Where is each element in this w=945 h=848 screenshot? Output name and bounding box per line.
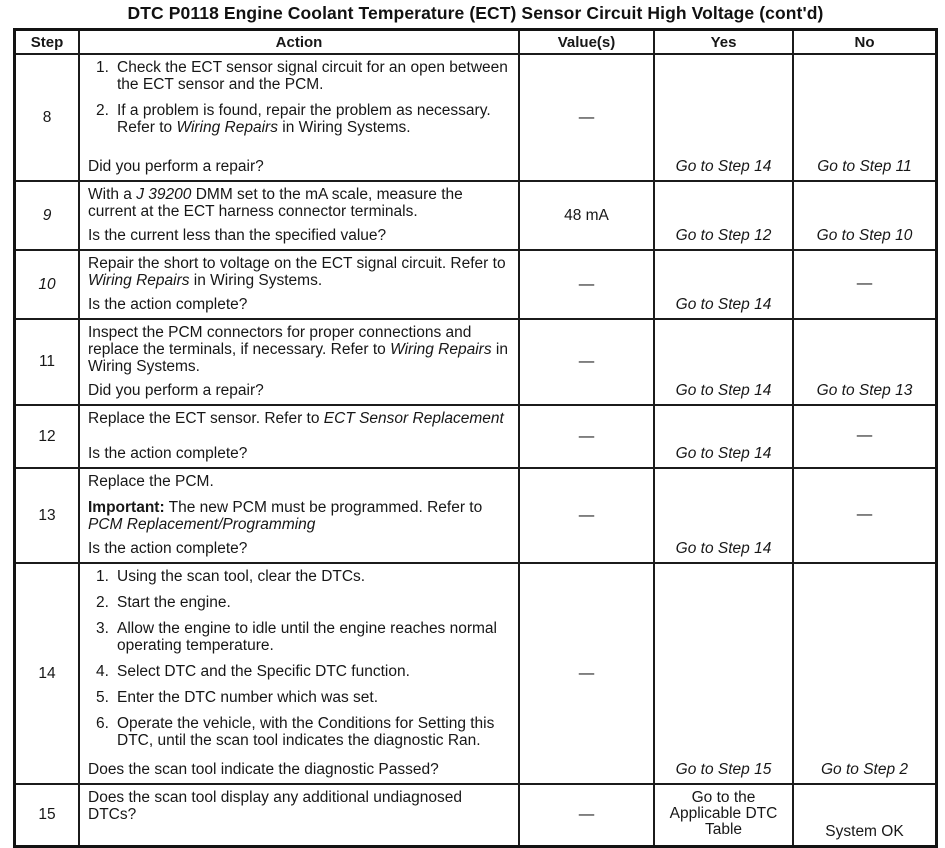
no-cell — [792, 320, 935, 404]
text-segment: Important: — [88, 499, 165, 516]
action-question: Is the action complete? — [88, 445, 248, 462]
list-item-number: 1. — [96, 59, 109, 76]
no-text: Go to Step 2 — [820, 761, 909, 778]
yes-cell — [653, 251, 792, 318]
step-cell — [16, 406, 78, 467]
list-item-text — [117, 663, 508, 680]
action-paragraph — [88, 473, 508, 490]
no-cell — [792, 785, 935, 845]
step-cell — [16, 320, 78, 404]
value-cell — [518, 251, 653, 318]
step-number: 9 — [42, 206, 52, 224]
action-list — [88, 59, 508, 136]
action-blocks — [88, 410, 508, 427]
yes-text: Go to Step 14 — [675, 382, 772, 399]
action-cell — [78, 406, 518, 467]
action-blocks — [88, 324, 508, 375]
step-number: 8 — [42, 108, 52, 126]
text-segment: With a — [88, 186, 137, 203]
action-blocks — [88, 255, 508, 289]
no-text: System OK — [825, 823, 904, 840]
header-yes: Yes — [653, 31, 792, 53]
no-cell — [792, 55, 935, 180]
text-segment: Wiring Repairs — [88, 272, 190, 289]
value-text: — — [578, 506, 595, 524]
action-cell — [78, 564, 518, 783]
table-row — [16, 562, 935, 783]
step-number: 11 — [38, 353, 56, 370]
list-item — [88, 663, 508, 680]
header-step: Step — [30, 33, 64, 51]
text-segment: in Wiring Systems. — [277, 119, 411, 136]
header-no: No — [792, 31, 935, 53]
list-item-text — [117, 715, 508, 749]
list-item — [88, 568, 508, 585]
value-cell — [518, 320, 653, 404]
yes-text: Go to Step 14 — [675, 296, 772, 313]
list-item-text — [117, 102, 508, 136]
table-header-row — [16, 31, 935, 53]
action-list — [88, 568, 508, 749]
yes-cell — [653, 785, 792, 845]
action-question: Did you perform a repair? — [88, 158, 264, 175]
list-item-number: 1. — [96, 568, 109, 585]
list-item-text — [117, 568, 508, 585]
value-cell — [518, 55, 653, 180]
list-item — [88, 715, 508, 749]
step-number: 15 — [38, 806, 56, 823]
yes-cell — [653, 320, 792, 404]
yes-cell — [653, 182, 792, 249]
value-cell — [518, 406, 653, 467]
no-text: Go to Step 11 — [817, 158, 912, 175]
action-question: Is the action complete? — [88, 540, 248, 557]
action-blocks — [88, 186, 508, 220]
text-segment: Repair the short to voltage on the ECT signal circuit. Refer to — [88, 255, 506, 272]
text-segment: Using the scan tool, clear the DTCs. — [117, 568, 366, 585]
no-text: — — [856, 505, 873, 523]
text-segment: If a problem is found, repair the problem as necessary. Refer to — [117, 102, 491, 136]
table-row — [16, 249, 935, 318]
no-text: Go to Step 13 — [816, 382, 913, 399]
text-segment: Wiring Repairs — [176, 119, 278, 136]
list-item-number: 5. — [96, 689, 109, 706]
action-cell — [78, 182, 518, 249]
no-cell — [792, 564, 935, 783]
list-item-number: 2. — [96, 102, 109, 119]
action-blocks — [88, 568, 508, 749]
value-text: — — [578, 353, 595, 370]
dtc-table — [13, 28, 938, 848]
value-text: — — [578, 806, 595, 823]
table-row — [16, 53, 935, 180]
list-item-number: 6. — [96, 715, 109, 732]
header-action: Action — [78, 31, 518, 53]
no-cell — [792, 406, 935, 467]
list-item-number: 3. — [96, 620, 109, 637]
no-text: Go to Step 10 — [816, 227, 913, 244]
step-number: 12 — [38, 427, 56, 445]
value-cell — [518, 469, 653, 562]
action-question: Is the current less than the specified value? — [88, 227, 387, 244]
text-segment: Inspect the PCM connectors for proper connections and replace the terminals, if necessary. Refer to — [88, 324, 472, 358]
action-paragraph — [88, 255, 508, 289]
no-cell — [792, 182, 935, 249]
text-segment: in Wiring Systems. — [88, 341, 508, 375]
action-paragraph — [88, 410, 508, 427]
text-segment: Operate the vehicle, with the Conditions for Setting this DTC, until the scan tool indicates the diagnostic Ran. — [117, 715, 495, 749]
action-paragraph — [88, 499, 508, 533]
action-paragraph — [88, 324, 508, 375]
yes-text: Go to Step 12 — [675, 227, 772, 244]
yes-text: Go to Step 14 — [675, 158, 772, 175]
text-segment: Replace the PCM. — [88, 473, 214, 490]
action-cell — [78, 55, 518, 180]
list-item-text — [117, 59, 508, 93]
value-text: — — [578, 664, 595, 682]
step-cell — [16, 785, 78, 845]
value-text: 48 mA — [564, 206, 609, 224]
yes-text: Go to Step 14 — [675, 540, 772, 557]
action-question: Is the action complete? — [88, 296, 248, 313]
action-blocks — [88, 473, 508, 533]
text-segment: DMM set to the mA scale, measure the current at the ECT harness connector terminals. — [88, 186, 463, 220]
no-text: — — [856, 426, 873, 444]
text-segment: in Wiring Systems. — [189, 272, 323, 289]
list-item-number: 4. — [96, 663, 109, 680]
value-cell — [518, 182, 653, 249]
yes-cell — [653, 55, 792, 180]
value-text: — — [578, 108, 595, 126]
step-cell — [16, 182, 78, 249]
action-question: Does the scan tool indicate the diagnostic Passed? — [88, 761, 439, 778]
table-row — [16, 467, 935, 562]
value-text: — — [578, 427, 595, 445]
step-cell — [16, 251, 78, 318]
text-segment: ECT Sensor Replacement — [323, 410, 504, 427]
action-cell — [78, 785, 518, 845]
yes-text: Go to Step 14 — [675, 445, 772, 462]
yes-cell — [653, 469, 792, 562]
header-values: Value(s) — [518, 31, 653, 53]
step-cell — [16, 564, 78, 783]
step-cell — [16, 55, 78, 180]
step-number: 14 — [38, 664, 56, 682]
action-paragraph — [88, 789, 508, 823]
list-item-text — [117, 594, 508, 611]
action-blocks — [88, 59, 508, 136]
no-text: — — [856, 274, 873, 292]
value-cell — [518, 785, 653, 845]
table-row — [16, 180, 935, 249]
text-segment: Enter the DTC number which was set. — [117, 689, 379, 706]
action-blocks — [88, 789, 508, 823]
table-row — [16, 404, 935, 467]
yes-cell — [653, 406, 792, 467]
text-segment: PCM Replacement/Programming — [88, 516, 316, 533]
step-number: 10 — [38, 275, 56, 293]
yes-text: Go to the Applicable DTC Table — [669, 789, 778, 838]
list-item — [88, 689, 508, 706]
list-item — [88, 59, 508, 93]
list-item — [88, 102, 508, 136]
text-segment: The new PCM must be programmed. Refer to — [164, 499, 483, 516]
list-item-text — [117, 689, 508, 706]
text-segment: Select DTC and the Specific DTC function. — [117, 663, 410, 680]
list-item-number: 2. — [96, 594, 109, 611]
step-number: 13 — [38, 506, 56, 524]
page-title: DTC P0118 Engine Coolant Temperature (ECT) Sensor Circuit High Voltage (cont'd) — [127, 3, 824, 23]
text-segment: Check the ECT sensor signal circuit for an open between the ECT sensor and the PCM. — [117, 59, 508, 93]
action-cell — [78, 251, 518, 318]
list-item-text — [117, 620, 508, 654]
table-row — [16, 318, 935, 404]
no-cell — [792, 469, 935, 562]
yes-cell — [653, 564, 792, 783]
value-text: — — [578, 275, 595, 293]
action-question: Did you perform a repair? — [88, 382, 264, 399]
text-segment: Allow the engine to idle until the engine reaches normal operating temperature. — [117, 620, 497, 654]
list-item — [88, 594, 508, 611]
text-segment: Replace the ECT sensor. Refer to — [88, 410, 324, 427]
text-segment: Does the scan tool display any additional undiagnosed DTCs? — [88, 789, 462, 823]
list-item — [88, 620, 508, 654]
value-cell — [518, 564, 653, 783]
text-segment: Wiring Repairs — [390, 341, 492, 358]
table-row — [16, 783, 935, 845]
yes-text: Go to Step 15 — [675, 761, 772, 778]
step-cell — [16, 469, 78, 562]
text-segment: Start the engine. — [117, 594, 231, 611]
action-paragraph — [88, 186, 508, 220]
no-cell — [792, 251, 935, 318]
action-cell — [78, 320, 518, 404]
action-cell — [78, 469, 518, 562]
text-segment: J 39200 — [136, 186, 192, 203]
